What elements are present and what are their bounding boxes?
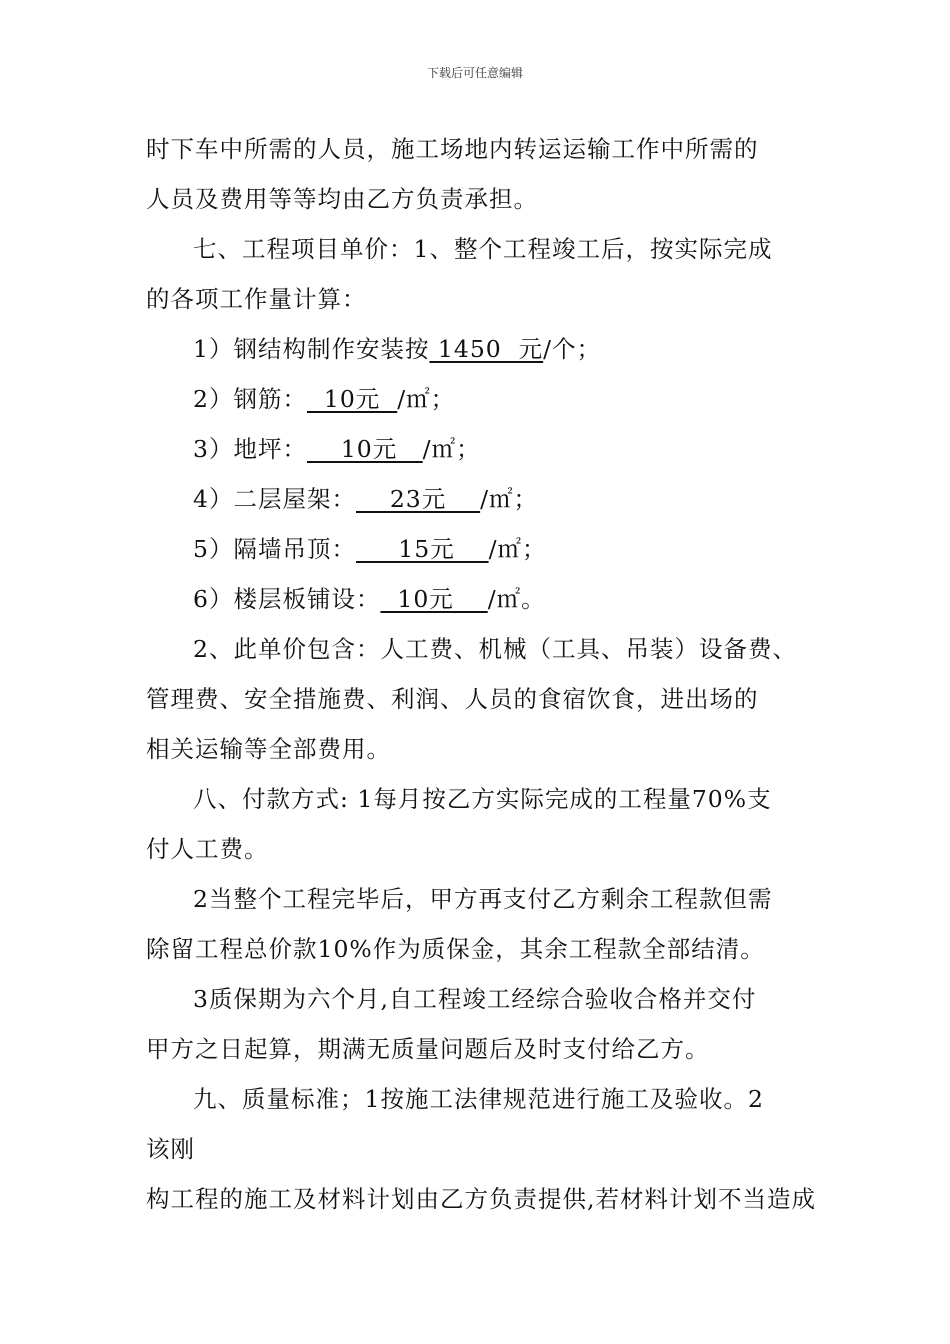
price-item bbox=[193, 334, 601, 364]
price-unit: /㎡； bbox=[397, 385, 456, 413]
paragraph-line: 相关运输等全部费用。 bbox=[146, 735, 391, 763]
paragraph-line: 人员及费用等等均由乙方负责承担。 bbox=[146, 185, 538, 213]
price-unit: /㎡。 bbox=[487, 585, 546, 613]
price-value: 10元 bbox=[306, 385, 398, 413]
price-label: 4）二层屋架： bbox=[193, 485, 356, 513]
price-label: 2）钢筋： bbox=[193, 385, 307, 413]
price-item bbox=[193, 384, 455, 414]
price-unit: /㎡； bbox=[480, 485, 539, 513]
paragraph-line: 除留工程总价款10%作为质保金，其余工程款全部结清。 bbox=[146, 935, 765, 963]
price-label: 5）隔墙吊顶： bbox=[193, 535, 356, 563]
paragraph-line: 甲方之日起算，期满无质量问题后及时支付给乙方。 bbox=[146, 1035, 710, 1063]
price-unit: /㎡； bbox=[488, 535, 547, 563]
price-item bbox=[193, 534, 547, 564]
price-item bbox=[193, 434, 481, 464]
paragraph-line: 管理费、安全措施费、利润、人员的食宿饮食，进出场的 bbox=[146, 685, 759, 713]
page-header: 下载后可任意编辑 bbox=[426, 66, 523, 80]
paragraph-line: 的各项工作量计算： bbox=[146, 285, 367, 313]
price-value: 23元 bbox=[355, 485, 481, 513]
section-9-heading: 九、质量标准；1按施工法律规范进行施工及验收。2 bbox=[193, 1085, 764, 1113]
paragraph-line: 3质保期为六个月,自工程竣工经综合验收合格并交付 bbox=[193, 985, 757, 1013]
price-value: 15元 bbox=[355, 535, 489, 563]
price-item bbox=[193, 584, 546, 614]
price-value: 10元 bbox=[380, 585, 488, 613]
price-label: 1）钢结构制作安装按 bbox=[193, 335, 430, 363]
paragraph-line: 2当整个工程完毕后，甲方再支付乙方剩余工程款但需 bbox=[193, 885, 773, 913]
section-7-heading: 七、工程项目单价：1、整个工程竣工后，按实际完成 bbox=[193, 235, 773, 263]
paragraph-line: 2、此单价包含：人工费、机械（工具、吊装）设备费、 bbox=[193, 635, 797, 663]
price-item bbox=[193, 484, 538, 514]
price-unit: /个； bbox=[543, 335, 602, 363]
paragraph-line: 时下车中所需的人员，施工场地内转运运输工作中所需的 bbox=[146, 135, 759, 163]
price-value: 10元 bbox=[306, 435, 423, 463]
paragraph-line: 该刚 bbox=[146, 1135, 195, 1163]
paragraph-line: 付人工费。 bbox=[146, 835, 269, 863]
paragraph-line: 构工程的施工及材料计划由乙方负责提供,若材料计划不当造成 bbox=[146, 1185, 816, 1213]
section-8-heading: 八、付款方式: 1每月按乙方实际完成的工程量70%支 bbox=[193, 785, 772, 813]
price-label: 6）楼层板铺设： bbox=[193, 585, 381, 613]
price-value: 1450 元 bbox=[429, 335, 544, 363]
price-label: 3）地坪： bbox=[193, 435, 307, 463]
price-unit: /㎡； bbox=[422, 435, 481, 463]
